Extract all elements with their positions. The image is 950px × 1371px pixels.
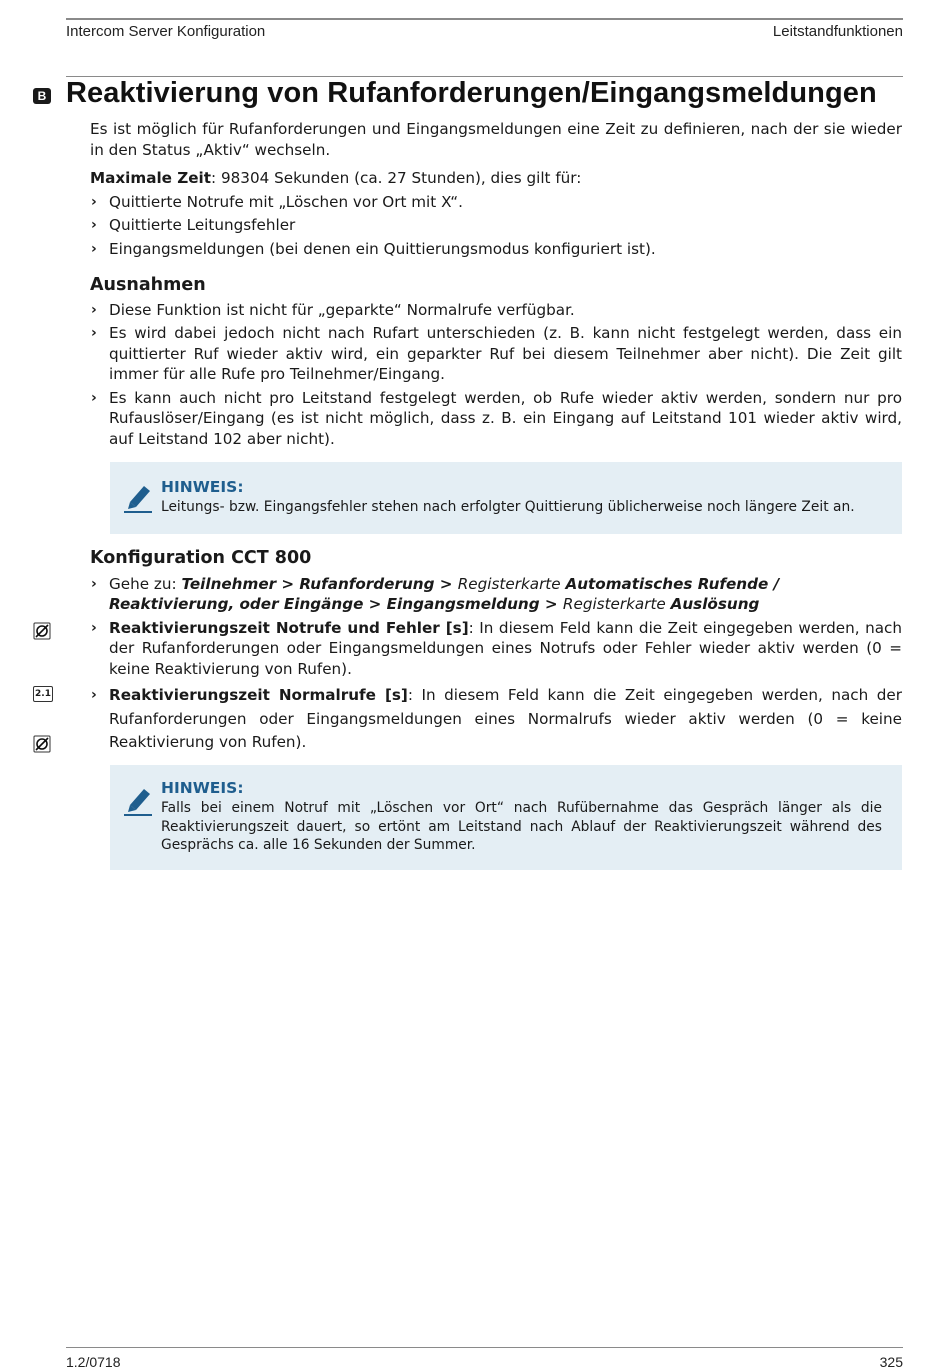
- chevron-right-icon: ›: [91, 389, 97, 406]
- list-item: › Reaktivierungszeit Notrufe und Fehler [s]: In diesem Feld kann die Zeit eingegeben werden, nach der Rufanforderungen oder Eingangsmeldungen eines Notrufs oder Fehler wieder aktiv werden (0 = keine Reaktivierung von Rufen).: [91, 618, 902, 678]
- exceptions-list: [90, 300, 902, 450]
- version-marker: 2.1: [33, 686, 53, 702]
- chevron-right-icon: ›: [91, 301, 97, 318]
- list-item: › Quittierte Leitungsfehler: [91, 216, 296, 234]
- note-text: Falls bei einem Notruf mit „Löschen vor Ort“ nach Rufübernahme das Gespräch länger als die Reaktivierungszeit dauert, so ertönt am Leitstand nach Ablauf der Reaktivierungszeit während des Gesprächs ca. alle 16 Sekunden der Summer.: [161, 800, 882, 853]
- max-time-text: : 98304 Sekunden (ca. 27 Stunden), dies gilt für:: [211, 169, 582, 187]
- intro-paragraph: Es ist möglich für Rufanforderungen und Eingangsmeldungen eine Zeit zu definieren, nach der sie wieder in den Status „Aktiv“ wechseln.: [90, 120, 902, 159]
- page-title: Reaktivierung von Rufanforderungen/Eingangsmeldungen: [66, 77, 877, 109]
- main-content: [90, 119, 902, 449]
- section-badge: B: [33, 88, 51, 104]
- list-item: › Es kann auch nicht pro Leitstand festgelegt werden, ob Rufe wieder aktiv werden, sondern nur pro Rufauslöser/Eingang (es ist nicht möglich, dass z. B. ein Eingang auf Leitstand 101 wieder aktiv wird, auf Leitstand 102 aber nicht).: [91, 388, 902, 448]
- note-box: [110, 462, 902, 534]
- max-time-label: Maximale Zeit: [90, 169, 212, 187]
- list-item: › Diese Funktion ist nicht für „geparkte“ Normalrufe verfügbar.: [91, 300, 575, 319]
- not-applicable-icon: [33, 735, 51, 753]
- list-item: › Quittierte Notrufe mit „Löschen vor Ort mit X“.: [91, 192, 463, 211]
- list-item: › Reaktivierungszeit Normalrufe [s]: In diesem Feld kann die Zeit eingegeben werden, nach der Rufanforderungen oder Eingangsmeldungen eines Normalrufs wieder aktiv werden (0 = keine Reaktivierung von Rufen).: [91, 686, 902, 751]
- chevron-right-icon: ›: [91, 193, 97, 210]
- header-rule: [66, 18, 903, 20]
- header-left: Intercom Server Konfiguration: [66, 23, 266, 40]
- list-item: › Es wird dabei jedoch nicht nach Rufart unterschieden (z. B. kann nicht festgelegt werden, dass ein quittierter Ruf wieder aktiv wird, ein geparkter Ruf bei diesem Teilnehmer aber nicht). Die Zeit gilt immer für alle Rufe pro Teilnehmer/Eingang.: [91, 324, 902, 383]
- exceptions-heading: Ausnahmen: [90, 275, 206, 295]
- config-section: [90, 548, 902, 755]
- list-item: › Gehe zu: Teilnehmer > Rufanforderung > Registerkarte Automatisches Rufende / Reaktivierung, oder Eingänge > Eingangsmeldung > Registerkarte Auslösung: [91, 574, 780, 613]
- note-title: HINWEIS:: [161, 478, 244, 496]
- pencil-icon: [122, 783, 154, 817]
- note-title: HINWEIS:: [161, 779, 244, 797]
- note-text: Leitungs- bzw. Eingangsfehler stehen nach erfolgter Quittierung üblicherweise noch längere Zeit an.: [161, 499, 855, 515]
- applies-list: [90, 192, 902, 260]
- chevron-right-icon: ›: [91, 217, 97, 233]
- chevron-right-icon: ›: [91, 619, 97, 636]
- config-heading: Konfiguration CCT 800: [90, 548, 312, 568]
- pencil-icon: [122, 480, 154, 514]
- not-applicable-icon: [33, 622, 51, 640]
- chevron-right-icon: ›: [91, 325, 97, 341]
- max-time-line: [90, 168, 902, 189]
- footer-version: 1.2/0718: [66, 1354, 121, 1370]
- chevron-right-icon: ›: [91, 240, 97, 257]
- chevron-right-icon: ›: [91, 687, 97, 703]
- footer-rule: [66, 1347, 903, 1348]
- chevron-right-icon: ›: [91, 575, 97, 592]
- config-list: [90, 574, 902, 755]
- list-item: › Eingangsmeldungen (bei denen ein Quittierungsmodus konfiguriert ist).: [91, 239, 656, 258]
- page-number: 325: [879, 1354, 903, 1370]
- header-right: Leitstandfunktionen: [772, 23, 903, 40]
- note-box: [110, 765, 902, 870]
